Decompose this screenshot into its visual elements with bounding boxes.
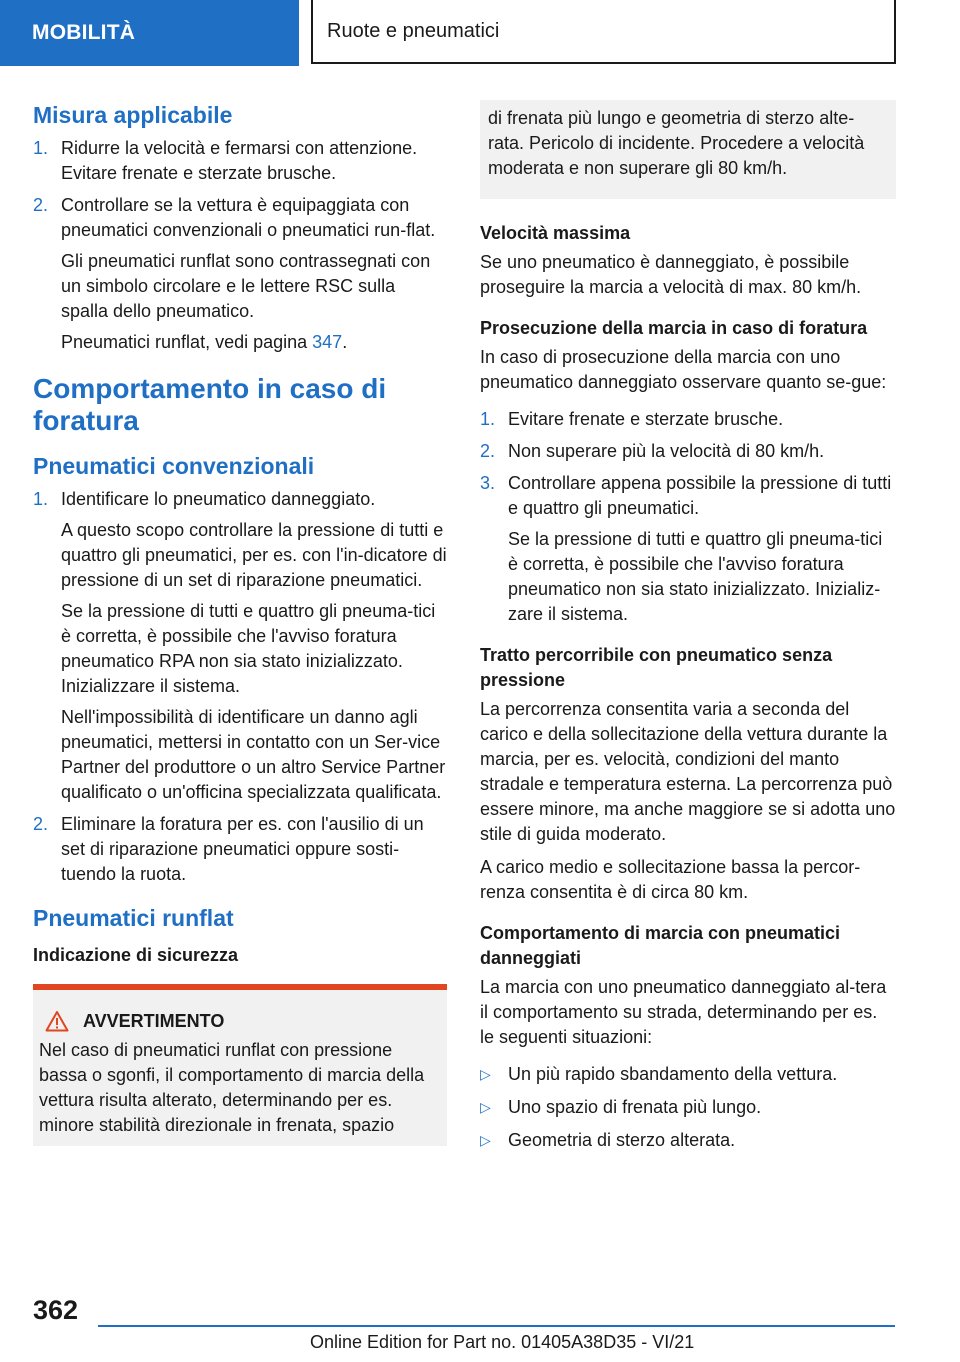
step-paragraph: Pneumatici runflat, vedi pagina 347. bbox=[61, 332, 348, 352]
right-column bbox=[480, 100, 896, 1161]
chapter-title: Ruote e pneumatici bbox=[311, 0, 896, 64]
tratto-paragraph: A carico medio e sollecitazione bassa la percor‐renza consentita è di circa 80 km. bbox=[480, 857, 861, 902]
step-paragraph: Nell'impossibilità di identificare un danno agli pneumatici, mettersi in contatto con un Ser‐vice Partner del produttore o un altro Service Partner qualificato o un'officina specializzata qualificata. bbox=[61, 707, 446, 802]
prosecuzione-heading: Prosecuzione della marcia in caso di foratura bbox=[480, 318, 868, 338]
list-item bbox=[480, 439, 896, 464]
step-text: Identificare lo pneumatico danneggiato. bbox=[61, 489, 376, 509]
list-item: ▷ Uno spazio di frenata più lungo. bbox=[480, 1095, 896, 1120]
page-link[interactable]: 347 bbox=[312, 332, 343, 352]
warning-text: Nel caso di pneumatici runflat con pressione bassa o sgonfi, il comportamento di marcia della vettura risulta alterato, determinando per es. minore stabilità direzionale in frenata, spazio bbox=[39, 1040, 425, 1135]
triangle-bullet-icon: ▷ bbox=[480, 1066, 491, 1082]
convenzionali-heading: Pneumatici convenzionali bbox=[33, 453, 315, 479]
tratto-paragraph: La percorrenza consentita varia a seconda del carico e della sollecitazione della vettura durante la marcia, per es. velocità, condizioni del manto stradale e temperatura esterna. La percorrenza può essere minore, ma anche maggiore se si adotta uno stile di guida moderato. bbox=[480, 699, 896, 844]
step-paragraph: Se la pressione di tutti e quattro gli pneuma‐tici è corretta, è possibile che l'avviso foratura pneumatico RPA non sia stato inizializzato. Inizializzare il sistema. bbox=[61, 601, 436, 696]
step-number: 1. bbox=[33, 138, 49, 158]
step-text: Controllare se la vettura è equipaggiata con pneumatici convenzionali o pneumatici run‐flat. bbox=[61, 195, 436, 240]
list-item bbox=[480, 407, 896, 432]
triangle-bullet-icon: ▷ bbox=[480, 1132, 491, 1148]
footer-divider bbox=[98, 1325, 895, 1327]
prosecuzione-text: In caso di prosecuzione della marcia con uno pneumatico danneggiato osservare quanto se‐gue: bbox=[480, 347, 887, 392]
step-text: Non superare più la velocità di 80 km/h. bbox=[508, 441, 825, 461]
list-item: ▷ Geometria di sterzo alterata. bbox=[480, 1128, 896, 1153]
warning-title bbox=[45, 1010, 439, 1032]
step-number: 1. bbox=[480, 409, 496, 429]
misura-heading: Misura applicabile bbox=[33, 102, 233, 128]
runflat-heading: Pneumatici runflat bbox=[33, 905, 234, 931]
left-column bbox=[33, 100, 447, 1146]
warning-triangle-icon bbox=[45, 1010, 69, 1032]
misura-steps bbox=[33, 136, 447, 355]
comportamento-marcia-heading: Comportamento di marcia con pneumatici danneggiati bbox=[480, 923, 841, 968]
step-number: 1. bbox=[33, 489, 49, 509]
step-paragraph: A questo scopo controllare la pressione di tutti e quattro gli pneumatici, per es. con l'in‐dicatore di pressione di un set di riparazione pneumatici. bbox=[61, 520, 447, 590]
warning-text-continued: di frenata più lungo e geometria di sterzo alte‐rata. Pericolo di incidente. Procedere a velocità moderata e non superare gli 80 km/h. bbox=[488, 108, 865, 178]
situazioni-list bbox=[480, 1062, 896, 1153]
step-number: 3. bbox=[480, 473, 496, 493]
step-number: 2. bbox=[33, 814, 49, 834]
step-text: Eliminare la foratura per es. con l'ausilio di un set di riparazione pneumatici oppure sosti‐tuendo la ruota. bbox=[61, 814, 424, 884]
list-item bbox=[33, 487, 447, 805]
conv-steps bbox=[33, 487, 447, 887]
warning-box bbox=[33, 984, 447, 1146]
step-text: Controllare appena possibile la pressione di tutti e quattro gli pneumatici. bbox=[508, 473, 892, 518]
step-number: 2. bbox=[33, 195, 49, 215]
list-item bbox=[33, 136, 447, 186]
velocita-heading: Velocità massima bbox=[480, 223, 631, 243]
footer-edition: Online Edition for Part no. 01405A38D35 - VI/21 bbox=[310, 1332, 695, 1352]
step-text: Ridurre la velocità e fermarsi con attenzione. Evitare frenate e sterzate brusche. bbox=[61, 138, 418, 183]
page-number: 362 bbox=[33, 1295, 79, 1325]
step-paragraph: Gli pneumatici runflat sono contrassegnati con un simbolo circolare e le lettere RSC sulla spalla dello pneumatico. bbox=[61, 251, 431, 321]
comportamento-heading: Comportamento in caso di foratura bbox=[33, 373, 387, 436]
sicurezza-heading: Indicazione di sicurezza bbox=[33, 945, 239, 965]
prosecuzione-steps bbox=[480, 407, 896, 627]
warning-box-continued bbox=[480, 100, 896, 199]
step-paragraph: Se la pressione di tutti e quattro gli pneuma‐tici è corretta, è possibile che l'avviso foratura pneumatico non sia stato inizializzato. Inizializ‐zare il sistema. bbox=[508, 529, 883, 624]
comportamento-marcia-text: La marcia con uno pneumatico danneggiato al‐tera il comportamento su strada, determinando per es. le seguenti situazioni: bbox=[480, 977, 887, 1047]
list-item: ▷ Un più rapido sbandamento della vettura. bbox=[480, 1062, 896, 1087]
list-item bbox=[480, 471, 896, 627]
list-item bbox=[33, 193, 447, 355]
list-item bbox=[33, 812, 447, 887]
warning-title-text: AVVERTIMENTO bbox=[83, 1010, 225, 1031]
tratto-heading: Tratto percorribile con pneumatico senza pressione bbox=[480, 645, 833, 690]
section-tab[interactable]: MOBILITÀ bbox=[0, 0, 299, 66]
velocita-text: Se uno pneumatico è danneggiato, è possibile proseguire la marcia a velocità di max. 80 km/h. bbox=[480, 252, 862, 297]
step-number: 2. bbox=[480, 441, 496, 461]
step-text: Evitare frenate e sterzate brusche. bbox=[508, 409, 784, 429]
triangle-bullet-icon: ▷ bbox=[480, 1099, 491, 1115]
